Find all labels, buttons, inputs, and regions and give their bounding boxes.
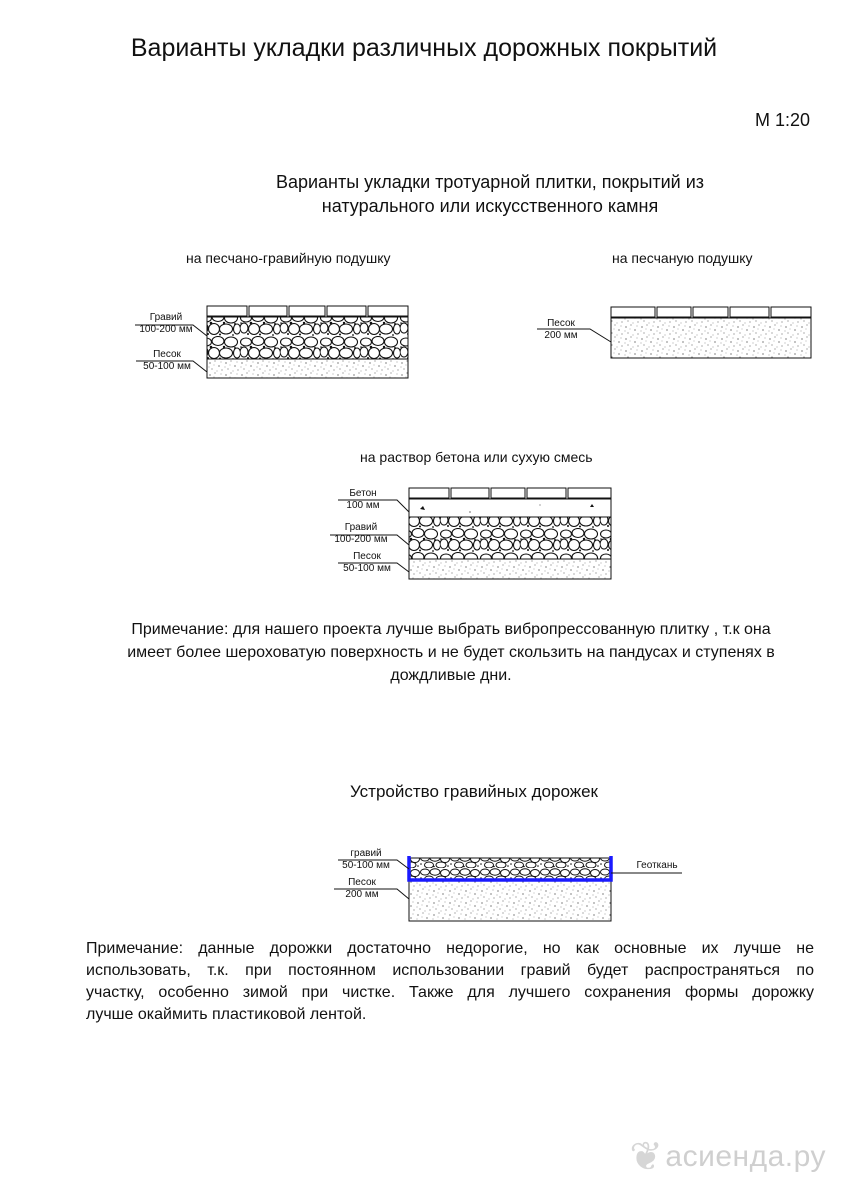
label-sand-b [535, 318, 587, 342]
label-gravel-c [328, 522, 394, 546]
note-tiles-line2: имеет более шероховатую поверхность и не будет скользить на пандусах и ступенях в [127, 644, 775, 661]
sand-layer [611, 318, 811, 358]
label-sand-a-name: Песок [153, 349, 181, 360]
section2-title: Устройство гравийных дорожек [350, 782, 598, 801]
label-sand-b-size: 200 мм [544, 330, 578, 341]
label-sand-c [336, 551, 398, 575]
note-tiles-line3: дождливые дни. [390, 667, 512, 684]
gravel-layer [409, 517, 611, 559]
leaf-logo-icon: ❦ [629, 1135, 664, 1179]
sand-layer [207, 359, 408, 378]
sand-layer [409, 881, 611, 921]
watermark-text: асиенда.ру [665, 1140, 826, 1173]
gravel-layer [207, 317, 408, 359]
label-sand-a-size: 50-100 мм [143, 361, 191, 372]
watermark [629, 1134, 826, 1180]
label-gravel-a-size: 100-200 мм [139, 324, 193, 335]
label-gravel-path [334, 848, 398, 872]
label-concrete-c-size: 100 мм [346, 500, 380, 511]
note-gravel-line1: Примечание: данные дорожки достаточно недорогие, но как основные их лучше не [86, 940, 814, 957]
label-gravel-c-size: 100-200 мм [334, 534, 388, 545]
label-gravel-path-size: 50-100 мм [342, 860, 390, 871]
gravel-layer [409, 858, 611, 880]
option-a-caption: на песчано-гравийную подушку [186, 250, 391, 266]
label-gravel-a [132, 312, 200, 336]
label-gravel-path-name: гравий [350, 848, 382, 859]
section1-title-line2: натурального или искусственного камня [321, 196, 659, 216]
paving-tiles [207, 306, 408, 316]
option-b-caption: на песчаную подушку [612, 250, 753, 266]
paving-tiles [409, 488, 611, 498]
sand-layer [409, 559, 611, 579]
scale-label: М 1:20 [754, 110, 810, 130]
note-gravel-path [86, 938, 814, 1026]
note-gravel-line4: лучше окаймить пластиковой лентой. [86, 1006, 367, 1023]
label-sand-b-name: Песок [547, 318, 575, 329]
label-gravel-c-name: Гравий [344, 522, 378, 533]
label-sand-c-size: 50-100 мм [343, 563, 391, 574]
page-title: Варианты укладки различных дорожных покрытий [130, 34, 718, 62]
paving-tiles [611, 307, 811, 317]
label-sand-path-size: 200 мм [345, 889, 379, 900]
label-gravel-a-name: Гравий [149, 312, 183, 323]
label-geotextile: Геоткань [636, 860, 678, 871]
note-gravel-line3: участку, особенно зимой при чистке. Также для лучшего сохранения формы дорожку [86, 984, 814, 1001]
section1-title-line1: Варианты укладки тротуарной плитки, покрытий из [275, 172, 705, 192]
concrete-layer [409, 499, 611, 517]
label-concrete-c-name: Бетон [349, 488, 377, 499]
note-tiles [96, 618, 806, 687]
label-sand-a [133, 349, 201, 373]
label-sand-path [332, 877, 392, 901]
label-concrete-c [334, 488, 392, 512]
label-sand-c-name: Песок [353, 551, 381, 562]
label-sand-path-name: Песок [348, 877, 376, 888]
note-tiles-line1: Примечание: для нашего проекта лучше выбрать вибропрессованную плитку , т.к она [131, 621, 771, 638]
option-c-caption: на раствор бетона или сухую смесь [360, 449, 593, 465]
note-gravel-line2: использовать, т.к. при постоянном использовании гравий будет распространяться по [86, 962, 814, 979]
